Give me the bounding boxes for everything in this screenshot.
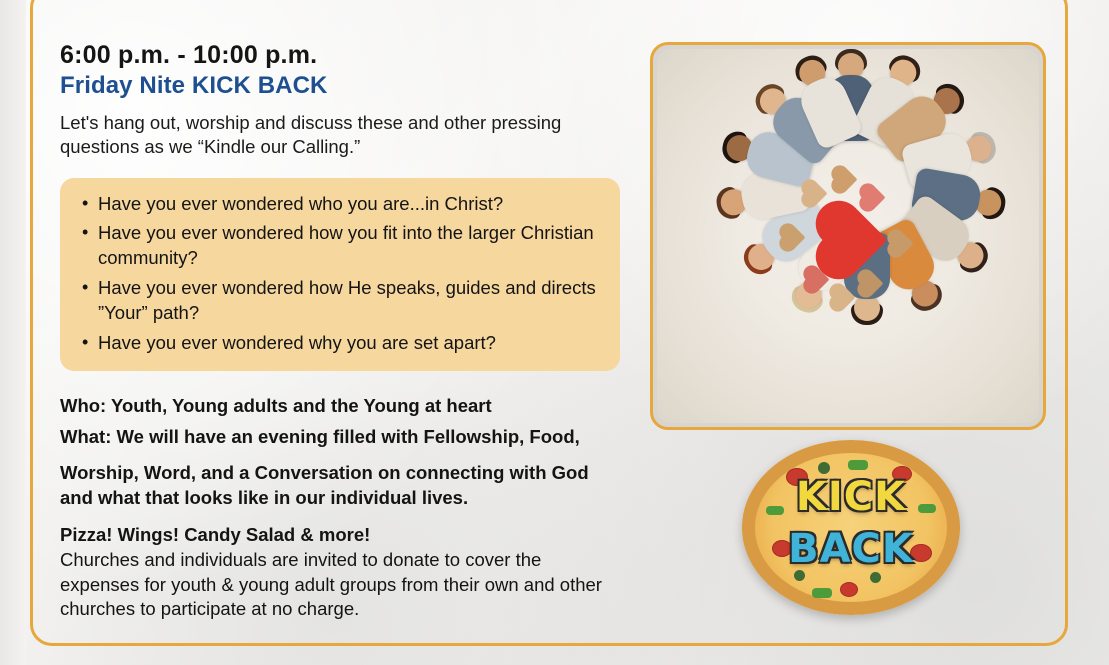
what-label: What: — [60, 426, 112, 448]
question-text: Have you ever wondered who you are...in Christ? — [98, 192, 504, 214]
list-item — [80, 192, 598, 217]
logo-line-1: KICK — [795, 474, 907, 520]
who-line — [60, 393, 620, 418]
heart-icon — [861, 185, 885, 209]
event-time: 6:00 p.m. - 10:00 p.m. — [60, 41, 318, 69]
who-label: Who: — [60, 395, 107, 417]
heart-icon — [803, 181, 827, 205]
pepperoni-topping-icon — [840, 582, 858, 597]
event-title: Friday Nite KICK BACK — [60, 72, 328, 99]
olive-topping-icon — [870, 572, 881, 583]
bullet-icon: • — [82, 276, 89, 297]
left-column — [60, 40, 630, 622]
olive-topping-icon — [818, 462, 830, 474]
green-pepper-topping-icon — [812, 588, 832, 598]
pizza-shape — [742, 440, 960, 615]
list-item — [80, 331, 598, 356]
logo-line-2: BACK — [788, 526, 914, 572]
list-item — [80, 276, 598, 326]
what-line-continued: Worship, Word, and a Conversation on connecting with God and what that looks like in our individual lives. — [60, 461, 589, 508]
photo-inner — [657, 49, 1039, 423]
list-item — [80, 221, 598, 271]
question-text: Have you ever wondered why you are set apart? — [98, 331, 496, 353]
bullet-icon: • — [82, 192, 89, 213]
intro-paragraph: Let's hang out, worship and discuss these and other pressing questions as we “Kindle our Calling.” — [60, 111, 562, 158]
donation-block — [60, 524, 630, 622]
bullet-icon: • — [82, 331, 89, 352]
bullet-icon: • — [82, 222, 89, 243]
donate-heading: Pizza! Wings! Candy Salad & more! — [60, 523, 371, 545]
question-text: Have you ever wondered how He speaks, guides and directs ”Your” path? — [98, 276, 596, 323]
heart-icon — [833, 167, 857, 191]
event-details — [60, 393, 630, 510]
right-column — [650, 42, 1050, 620]
questions-highlight-box — [60, 178, 620, 372]
question-text: Have you ever wondered how you fit into the larger Christian community? — [98, 222, 594, 269]
what-text: We will have an evening filled with Fellowship, Food, — [111, 426, 580, 448]
who-text: Youth, Young adults and the Young at heart — [106, 395, 492, 417]
donate-body: Churches and individuals are invited to donate to cover the expenses for youth & young adult groups from their own and other churches to participate at no charge. — [60, 548, 602, 620]
green-pepper-topping-icon — [848, 460, 868, 470]
questions-list — [80, 192, 598, 356]
kick-back-pizza-logo — [730, 440, 970, 620]
what-line — [60, 424, 620, 449]
circle-of-people-photo — [650, 42, 1046, 430]
